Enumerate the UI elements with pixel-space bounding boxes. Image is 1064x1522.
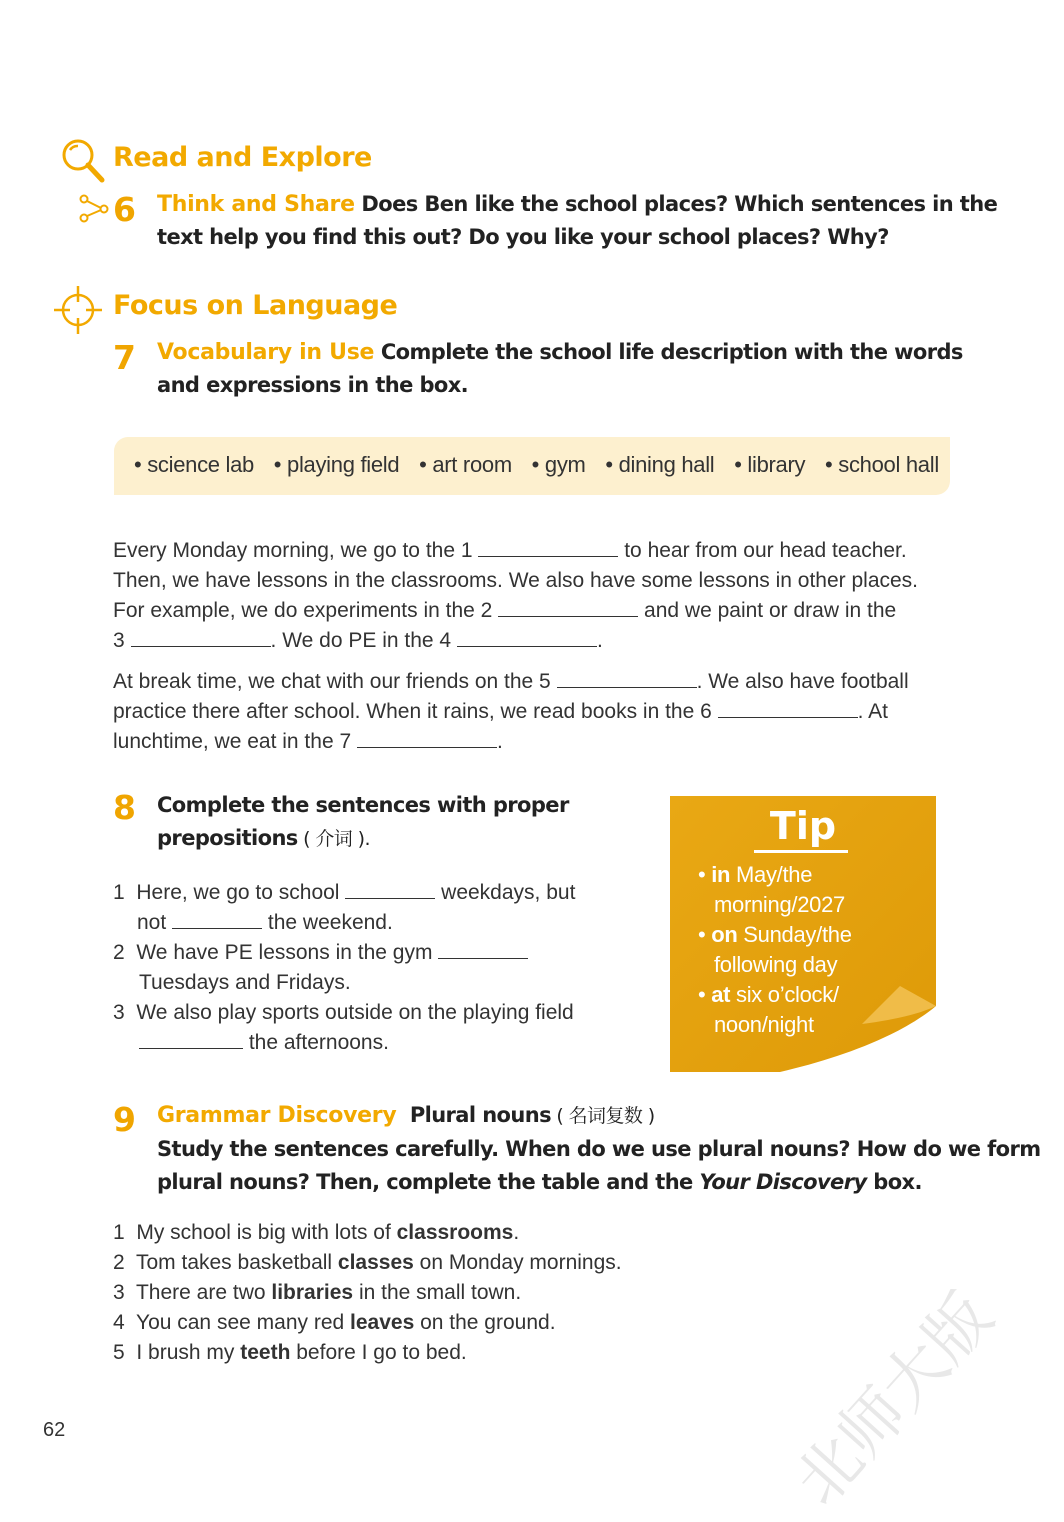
list-item: 4 You can see many red leaves on the ground. <box>113 1311 556 1334</box>
crosshair-icon <box>52 284 104 336</box>
paragraph-1: Every Monday morning, we go to the 1 to hear from our head teacher. Then, we have lessons in the classrooms. We also have some lessons in other places. For example, we do experiments in the 2 and we paint or draw in the 3 . We do PE in the 4 . <box>113 539 919 652</box>
list-item: 3 There are two libraries in the small town. <box>113 1281 522 1304</box>
word-item: • dining hall <box>605 452 715 477</box>
blank-8-1a[interactable] <box>345 880 435 899</box>
list-item: 1 Here, we go to school weekdays, but <box>113 881 576 904</box>
task9-sentences <box>113 1218 622 1368</box>
task7-line2: and expressions in the box. <box>157 373 469 397</box>
tip-content: • in May/the morning/2027 • on Sunday/the following day • at six o’clock/ noon/night <box>698 862 852 1037</box>
task7-label: Vocabulary in Use <box>157 340 375 365</box>
task-number-8: 8 <box>113 788 136 827</box>
section-title-read-explore: Read and Explore <box>113 142 372 173</box>
paragraph-2: At break time, we chat with our friends on the 5 . We also have football practice there after school. When it rains, we read books in the 6 . At lunchtime, we eat in the 7 . <box>113 670 909 753</box>
list-item: 3 We also play sports outside on the playing field <box>113 1001 574 1024</box>
list-item: not the weekend. <box>137 911 393 934</box>
word-item: • library <box>734 452 806 477</box>
task-number-6: 6 <box>113 190 136 229</box>
section-title-focus-language: Focus on Language <box>113 290 398 321</box>
task6-line2: text help you find this out? Do you like your school places? Why? <box>157 225 889 249</box>
blank-8-1b[interactable] <box>172 910 262 929</box>
task8-list <box>113 878 653 1058</box>
list-item: 2 We have PE lessons in the gym <box>113 938 653 968</box>
blank-7[interactable] <box>357 729 497 748</box>
share-icon <box>76 194 110 224</box>
blank-6[interactable] <box>718 699 858 718</box>
word-item: • playing field <box>273 452 400 477</box>
blank-8-3[interactable] <box>139 1030 243 1049</box>
blank-5[interactable] <box>557 669 697 688</box>
task6-line1: Does Ben like the school places? Which sentences in the <box>361 192 998 216</box>
task-number-7: 7 <box>113 338 136 377</box>
tip-underline <box>754 850 848 853</box>
tip-box <box>670 796 936 1072</box>
task7-line1: Complete the school life description with the words <box>380 340 963 364</box>
task-number-9: 9 <box>113 1100 136 1139</box>
blank-1[interactable] <box>478 538 618 557</box>
list-item: Tuesdays and Fridays. <box>139 971 351 994</box>
blank-4[interactable] <box>457 628 597 647</box>
task7-instruction <box>157 336 963 402</box>
word-item: • science lab <box>134 452 254 477</box>
word-item: • art room <box>419 452 512 477</box>
word-item: • school hall <box>825 452 939 477</box>
word-box <box>114 437 950 495</box>
list-item: the afternoons. <box>113 1028 653 1058</box>
task8-instruction: Complete the sentences with proper prepositions ( 介词 ). <box>157 793 569 850</box>
task6-label: Think and Share <box>157 192 355 217</box>
list-item: 5 I brush my teeth before I go to bed. <box>113 1341 467 1364</box>
task6-instruction <box>157 188 997 254</box>
page-number: 62 <box>43 1419 66 1441</box>
blank-3[interactable] <box>131 628 271 647</box>
blank-8-2[interactable] <box>438 940 528 959</box>
word-item: • gym <box>531 452 586 477</box>
magnifier-icon <box>58 136 110 188</box>
task9-instruction: Grammar Discovery Plural nouns ( 名词复数 ) Study the sentences carefully. When do we use plural nouns? How do we form plural nouns? Then, complete the table and the Your Discovery box. <box>157 1103 1041 1194</box>
list-item: 1 My school is big with lots of classrooms. <box>113 1221 520 1244</box>
list-item: 2 Tom takes basketball classes on Monday mornings. <box>113 1251 622 1274</box>
tip-title: Tip <box>769 804 837 848</box>
task9-label: Grammar Discovery <box>157 1103 397 1128</box>
watermark: 北师大版 <box>781 1279 1008 1520</box>
blank-2[interactable] <box>498 598 638 617</box>
